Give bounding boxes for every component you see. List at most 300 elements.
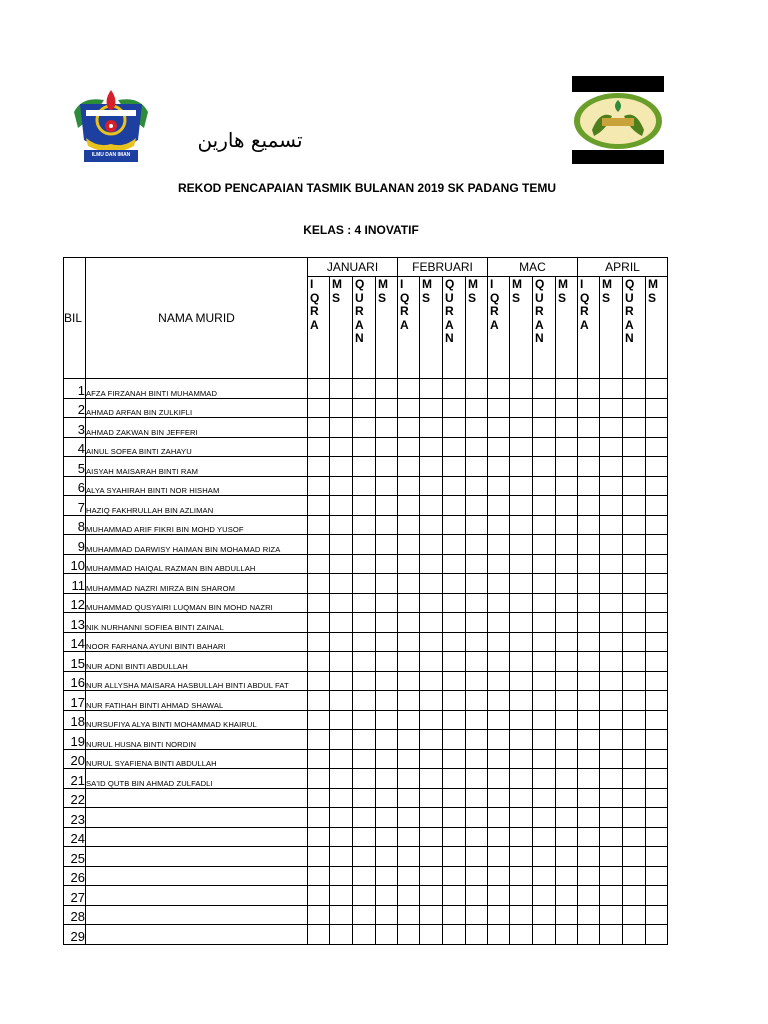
record-cell xyxy=(330,788,353,808)
record-cell xyxy=(466,418,488,438)
record-cell xyxy=(600,593,623,613)
row-number: 7 xyxy=(64,496,86,516)
record-cell xyxy=(443,632,466,652)
table-row xyxy=(64,418,668,438)
record-cell xyxy=(533,788,556,808)
record-cell xyxy=(646,730,668,750)
record-cell xyxy=(308,398,330,418)
record-cell xyxy=(510,613,533,633)
row-number: 3 xyxy=(64,418,86,438)
record-cell xyxy=(533,866,556,886)
record-cell xyxy=(308,652,330,672)
record-cell xyxy=(556,554,578,574)
record-cell xyxy=(646,496,668,516)
row-number: 29 xyxy=(64,925,86,945)
record-cell xyxy=(376,496,398,516)
record-cell xyxy=(533,554,556,574)
sub-header-ms: M S xyxy=(646,277,668,379)
record-cell xyxy=(420,710,443,730)
record-cell xyxy=(556,691,578,711)
record-cell xyxy=(510,554,533,574)
record-cell xyxy=(330,730,353,750)
record-cell xyxy=(443,418,466,438)
record-cell xyxy=(600,554,623,574)
record-cell xyxy=(466,925,488,945)
record-cell xyxy=(600,535,623,555)
record-cell xyxy=(556,905,578,925)
record-cell xyxy=(578,749,600,769)
record-cell xyxy=(646,535,668,555)
record-cell xyxy=(443,457,466,477)
student-name: AINUL SOFEA BINTI ZAHAYU xyxy=(86,437,308,457)
table-row xyxy=(64,671,668,691)
record-cell xyxy=(646,749,668,769)
record-cell xyxy=(646,886,668,906)
record-cell xyxy=(510,827,533,847)
record-cell xyxy=(398,535,420,555)
record-cell xyxy=(420,398,443,418)
record-cell xyxy=(376,730,398,750)
row-number: 5 xyxy=(64,457,86,477)
record-cell xyxy=(376,515,398,535)
record-cell xyxy=(600,613,623,633)
record-cell xyxy=(466,574,488,594)
record-cell xyxy=(623,769,646,789)
record-cell xyxy=(353,749,376,769)
record-cell xyxy=(488,691,510,711)
record-cell xyxy=(443,749,466,769)
record-cell xyxy=(578,457,600,477)
record-cell xyxy=(376,554,398,574)
record-cell xyxy=(488,925,510,945)
record-cell xyxy=(398,691,420,711)
record-cell xyxy=(398,574,420,594)
record-cell xyxy=(578,847,600,867)
record-cell xyxy=(488,418,510,438)
table-row xyxy=(64,808,668,828)
record-cell xyxy=(398,671,420,691)
row-number: 9 xyxy=(64,535,86,555)
row-number: 1 xyxy=(64,379,86,399)
record-cell xyxy=(623,496,646,516)
student-rows xyxy=(64,379,668,945)
record-cell xyxy=(623,593,646,613)
record-cell xyxy=(376,749,398,769)
record-cell xyxy=(376,379,398,399)
record-cell xyxy=(646,457,668,477)
record-cell xyxy=(600,808,623,828)
record-cell xyxy=(533,847,556,867)
record-cell xyxy=(556,418,578,438)
student-name: SA'ID QUTB BIN AHMAD ZULFADLI xyxy=(86,769,308,789)
record-cell xyxy=(376,710,398,730)
tasmik-program-logo xyxy=(572,76,664,164)
record-cell xyxy=(420,671,443,691)
record-cell xyxy=(466,827,488,847)
record-cell xyxy=(308,554,330,574)
record-cell xyxy=(443,593,466,613)
record-cell xyxy=(353,866,376,886)
record-cell xyxy=(623,652,646,672)
row-number: 13 xyxy=(64,613,86,633)
record-cell xyxy=(510,593,533,613)
table-row xyxy=(64,476,668,496)
row-number: 19 xyxy=(64,730,86,750)
record-cell xyxy=(488,613,510,633)
table-row xyxy=(64,925,668,945)
sub-header-ms: M S xyxy=(420,277,443,379)
record-cell xyxy=(623,866,646,886)
record-cell xyxy=(420,652,443,672)
record-cell xyxy=(623,827,646,847)
record-cell xyxy=(556,866,578,886)
record-cell xyxy=(600,437,623,457)
record-cell xyxy=(308,788,330,808)
record-cell xyxy=(488,476,510,496)
record-cell xyxy=(533,769,556,789)
record-cell xyxy=(623,730,646,750)
row-number: 27 xyxy=(64,886,86,906)
record-cell xyxy=(376,632,398,652)
record-cell xyxy=(376,613,398,633)
record-cell xyxy=(330,808,353,828)
record-cell xyxy=(646,398,668,418)
record-cell xyxy=(466,515,488,535)
record-cell xyxy=(443,886,466,906)
record-cell xyxy=(556,437,578,457)
record-cell xyxy=(488,710,510,730)
record-cell xyxy=(353,827,376,847)
table-row xyxy=(64,749,668,769)
record-cell xyxy=(308,613,330,633)
record-cell xyxy=(330,632,353,652)
record-cell xyxy=(488,515,510,535)
record-cell xyxy=(556,515,578,535)
table-row xyxy=(64,866,668,886)
record-cell xyxy=(398,593,420,613)
record-cell xyxy=(556,847,578,867)
record-cell xyxy=(420,437,443,457)
record-cell xyxy=(533,379,556,399)
record-cell xyxy=(308,593,330,613)
record-cell xyxy=(510,398,533,418)
record-cell xyxy=(623,886,646,906)
row-number: 14 xyxy=(64,632,86,652)
record-cell xyxy=(466,593,488,613)
record-cell xyxy=(488,730,510,750)
record-cell xyxy=(646,652,668,672)
record-cell xyxy=(578,398,600,418)
month-header-april: APRIL xyxy=(578,258,668,277)
record-cell xyxy=(556,613,578,633)
record-cell xyxy=(398,788,420,808)
record-cell xyxy=(646,574,668,594)
record-cell xyxy=(330,827,353,847)
record-cell xyxy=(623,808,646,828)
table-row xyxy=(64,905,668,925)
record-cell xyxy=(376,847,398,867)
record-cell xyxy=(510,710,533,730)
record-cell xyxy=(488,535,510,555)
record-cell xyxy=(376,418,398,438)
row-number: 28 xyxy=(64,905,86,925)
record-cell xyxy=(556,457,578,477)
record-cell xyxy=(443,691,466,711)
record-cell xyxy=(353,574,376,594)
record-cell xyxy=(578,593,600,613)
table-row xyxy=(64,379,668,399)
record-cell xyxy=(578,866,600,886)
record-cell xyxy=(466,769,488,789)
table-row xyxy=(64,769,668,789)
record-cell xyxy=(308,749,330,769)
record-cell xyxy=(330,379,353,399)
record-cell xyxy=(353,398,376,418)
record-cell xyxy=(443,613,466,633)
record-cell xyxy=(646,379,668,399)
record-cell xyxy=(398,847,420,867)
record-cell xyxy=(308,691,330,711)
record-cell xyxy=(420,886,443,906)
record-cell xyxy=(330,886,353,906)
record-cell xyxy=(623,379,646,399)
record-cell xyxy=(443,808,466,828)
record-cell xyxy=(398,554,420,574)
record-cell xyxy=(466,691,488,711)
row-number: 24 xyxy=(64,827,86,847)
record-cell xyxy=(443,827,466,847)
record-cell xyxy=(330,769,353,789)
record-cell xyxy=(308,710,330,730)
record-cell xyxy=(600,652,623,672)
record-cell xyxy=(420,593,443,613)
record-cell xyxy=(488,886,510,906)
student-name: NIK NURHANNI SOFIEA BINTI ZAINAL xyxy=(86,613,308,633)
record-cell xyxy=(578,632,600,652)
record-cell xyxy=(578,788,600,808)
record-cell xyxy=(623,710,646,730)
record-cell xyxy=(488,379,510,399)
record-cell xyxy=(330,866,353,886)
record-cell xyxy=(646,632,668,652)
record-cell xyxy=(578,535,600,555)
record-cell xyxy=(578,691,600,711)
record-cell xyxy=(420,769,443,789)
record-cell xyxy=(376,788,398,808)
record-cell xyxy=(510,886,533,906)
record-cell xyxy=(376,574,398,594)
record-cell xyxy=(510,437,533,457)
record-cell xyxy=(578,476,600,496)
month-header-mac: MAC xyxy=(488,258,578,277)
record-cell xyxy=(488,652,510,672)
record-cell xyxy=(420,418,443,438)
record-cell xyxy=(600,827,623,847)
record-cell xyxy=(330,710,353,730)
record-cell xyxy=(556,827,578,847)
record-cell xyxy=(600,925,623,945)
record-cell xyxy=(556,925,578,945)
record-cell xyxy=(353,535,376,555)
record-cell xyxy=(578,710,600,730)
row-number: 16 xyxy=(64,671,86,691)
record-cell xyxy=(533,905,556,925)
record-cell xyxy=(600,866,623,886)
record-cell xyxy=(533,613,556,633)
record-cell xyxy=(533,593,556,613)
record-cell xyxy=(353,496,376,516)
record-cell xyxy=(600,457,623,477)
record-cell xyxy=(353,886,376,906)
sub-header-iqra: I Q R A xyxy=(578,277,600,379)
tasmik-record-table xyxy=(63,257,668,945)
arabic-title: تسميع هارين xyxy=(197,128,303,152)
record-cell xyxy=(646,847,668,867)
record-cell xyxy=(578,827,600,847)
table-row xyxy=(64,437,668,457)
record-cell xyxy=(600,847,623,867)
student-name xyxy=(86,808,308,828)
row-number: 8 xyxy=(64,515,86,535)
record-cell xyxy=(420,808,443,828)
record-cell xyxy=(600,886,623,906)
record-cell xyxy=(578,925,600,945)
record-cell xyxy=(420,827,443,847)
record-cell xyxy=(443,730,466,750)
record-cell xyxy=(330,574,353,594)
record-cell xyxy=(330,554,353,574)
table-row xyxy=(64,496,668,516)
record-cell xyxy=(533,535,556,555)
record-cell xyxy=(466,476,488,496)
record-cell xyxy=(398,476,420,496)
record-cell xyxy=(330,691,353,711)
record-cell xyxy=(443,535,466,555)
record-cell xyxy=(578,730,600,750)
record-cell xyxy=(533,418,556,438)
record-cell xyxy=(510,866,533,886)
record-cell xyxy=(443,866,466,886)
record-cell xyxy=(376,905,398,925)
record-cell xyxy=(398,632,420,652)
record-cell xyxy=(353,671,376,691)
record-cell xyxy=(623,535,646,555)
record-cell xyxy=(646,769,668,789)
record-cell xyxy=(420,847,443,867)
student-name: ALYA SYAHIRAH BINTI NOR HISHAM xyxy=(86,476,308,496)
record-cell xyxy=(488,827,510,847)
record-cell xyxy=(578,574,600,594)
record-cell xyxy=(578,905,600,925)
record-cell xyxy=(623,613,646,633)
record-cell xyxy=(600,905,623,925)
record-cell xyxy=(308,886,330,906)
record-cell xyxy=(420,691,443,711)
record-cell xyxy=(420,730,443,750)
table-row xyxy=(64,730,668,750)
record-cell xyxy=(330,437,353,457)
record-cell xyxy=(353,613,376,633)
record-cell xyxy=(443,710,466,730)
record-cell xyxy=(353,925,376,945)
record-cell xyxy=(376,652,398,672)
record-cell xyxy=(578,379,600,399)
record-cell xyxy=(420,515,443,535)
record-cell xyxy=(398,457,420,477)
record-cell xyxy=(376,671,398,691)
record-cell xyxy=(466,437,488,457)
record-cell xyxy=(533,496,556,516)
record-cell xyxy=(533,574,556,594)
record-cell xyxy=(376,535,398,555)
month-header-februari: FEBRUARI xyxy=(398,258,488,277)
record-cell xyxy=(330,457,353,477)
student-name: AHMAD ARFAN BIN ZULKIFLI xyxy=(86,398,308,418)
record-cell xyxy=(443,769,466,789)
record-cell xyxy=(466,905,488,925)
record-cell xyxy=(578,769,600,789)
record-cell xyxy=(510,379,533,399)
record-cell xyxy=(600,671,623,691)
record-cell xyxy=(443,554,466,574)
record-cell xyxy=(578,437,600,457)
student-name: AHMAD ZAKWAN BIN JEFFERI xyxy=(86,418,308,438)
record-cell xyxy=(600,379,623,399)
record-cell xyxy=(556,652,578,672)
record-cell xyxy=(533,691,556,711)
record-cell xyxy=(623,515,646,535)
record-cell xyxy=(308,866,330,886)
table-row xyxy=(64,652,668,672)
record-cell xyxy=(308,476,330,496)
sub-header-quran: Q U R A N xyxy=(443,277,466,379)
record-cell xyxy=(556,671,578,691)
record-cell xyxy=(646,691,668,711)
record-cell xyxy=(646,476,668,496)
record-cell xyxy=(533,515,556,535)
table-row xyxy=(64,457,668,477)
record-cell xyxy=(600,418,623,438)
record-cell xyxy=(578,496,600,516)
record-cell xyxy=(420,457,443,477)
record-cell xyxy=(533,808,556,828)
table-row xyxy=(64,593,668,613)
record-cell xyxy=(353,769,376,789)
record-cell xyxy=(466,808,488,828)
record-cell xyxy=(623,925,646,945)
record-cell xyxy=(578,808,600,828)
record-cell xyxy=(420,574,443,594)
record-cell xyxy=(600,496,623,516)
table-row xyxy=(64,535,668,555)
record-cell xyxy=(510,730,533,750)
record-cell xyxy=(488,788,510,808)
record-cell xyxy=(578,554,600,574)
record-cell xyxy=(353,554,376,574)
record-cell xyxy=(466,788,488,808)
record-cell xyxy=(623,671,646,691)
sub-header-iqra: I Q R A xyxy=(488,277,510,379)
record-cell xyxy=(533,925,556,945)
record-cell xyxy=(420,496,443,516)
record-cell xyxy=(398,866,420,886)
sub-header-ms: M S xyxy=(466,277,488,379)
record-cell xyxy=(466,652,488,672)
sub-header-quran: Q U R A N xyxy=(353,277,376,379)
sub-header-ms: M S xyxy=(510,277,533,379)
record-cell xyxy=(443,905,466,925)
record-cell xyxy=(376,691,398,711)
